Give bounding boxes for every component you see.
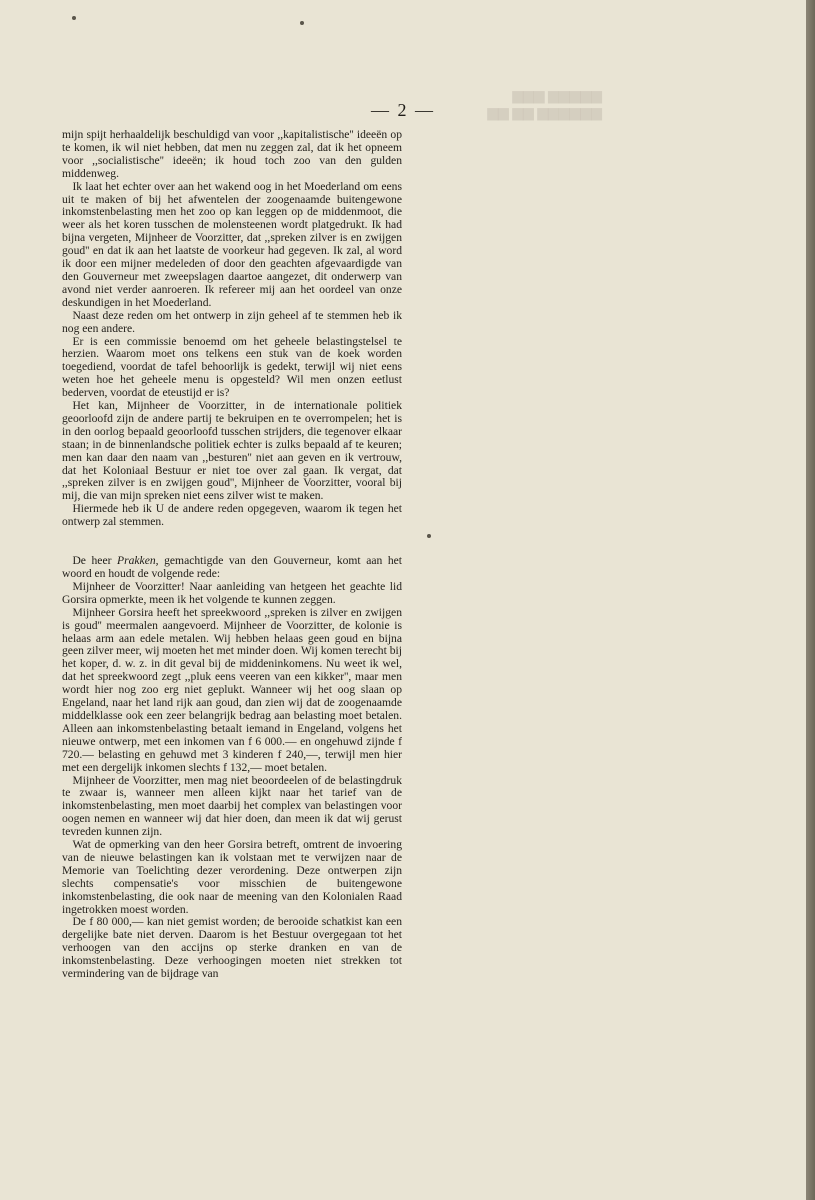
paragraph: Wat de opmerking van den heer Gorsira betreft, omtrent de invoering van de nieuwe belastingen kan ik volstaan met te verwijzen naar de Memorie van Toelichting dezer verordening. Deze ontwerpen zijn slechts compensatie's voor misschien de buitengewone inkomstenbelasting, die ook naar de meening van den Kolonialen Raad ingetrokken moest worden.: [62, 838, 402, 916]
paragraph: Ik laat het echter over aan het wakend oog in het Moederland om eens uit te maken of bij het afwentelen der zoogenaamde buitengewone inkomstenbelasting men het zoo op kan leggen op de middenmoot, die weer als het koren tusschen de molensteenen wordt platgedrukt. Ik had bijna vergeten, Mijnheer de Voorzitter, dat ,,spreken zilver is en zwijgen goud'' en dat ik aan het laatste de voorkeur had gegeven. Ik zal, al word ik door een mijner medeleden of door den geachten afgevaardigde van den Gouverneur met zweepslagen daartoe aangezet, dit onderwerp van avond niet verder aanroeren. Ik refereer mij aan het oordeel van onze deskundigen in het Moederland.: [62, 179, 402, 309]
paper-speck-mark: [72, 16, 76, 20]
paper-speck-mark: [427, 534, 431, 538]
show-through-bleed: ▆▆▆▆▆ ▆▆▆ ▆▆▆▆▆▆ ▆▆ ▆▆: [487, 89, 602, 121]
paragraph: Mijnheer Gorsira heeft het spreekwoord ,,spreken is zilver en zwijgen is goud'' meermalen aangevoerd. Mijnheer de Voorzitter, de kolonie is helaas arm aan edele metalen. Wij hebben helaas geen goud en bijna geen zilver meer, wij moeten het met minder doen. Wij komen terecht bij het koper, d. w. z. in dit geval bij de middeninkomens. Nu weet ik wel, dat het spreekwoord zegt ,,pluk eens veeren van een kikker'', maar men wordt hier nog zoo erg niet geplukt. Wanneer wij het oog slaan op Engeland, naar het land rijk aan goud, dan zien wij dat de zoogenaamde middelklasse ook een zeer belangrijk bedrag aan belasting moet betalen. Alleen aan inkomstenbelasting betaalt iemand in Engeland, volgens het nieuwe ontwerp, met een inkomen van f 6 000.— en ongehuwd zijnde f 720.— belasting en gehuwd met 3 kinderen f 240,—, terwijl men hier met een dergelijk inkomen slechts f 132,— moet betalen.: [62, 605, 402, 774]
speaker-intro-rest: gemachtigde van den Gouverneur, komt aan het woord en houdt de volgende rede:: [62, 554, 402, 580]
paragraph: Mijnheer de Voorzitter! Naar aanleiding van hetgeen het geachte lid Gorsira opmerkte, meen ik het volgende te kunnen zeggen.: [62, 579, 402, 606]
body-text: [62, 129, 402, 981]
paragraph: De f 80 000,— kan niet gemist worden; de berooide schatkist kan een dergelijke bate niet derven. Daarom is het Bestuur overgegaan tot het verhoogen van den accijns op sterke dranken en van de inkomstenbelasting. Deze verhoogingen moeten niet strekken tot vermindering van de bijdrage van: [62, 915, 402, 981]
page-number: — 2 —: [371, 100, 435, 120]
paragraph: mijn spijt herhaaldelijk beschuldigd van voor ,,kapitalistische'' ideeën op te komen, ik wil niet hebben, dat men nu zeggen zal, dat ik het opneem voor ,,socialistische'' ideeën; ik houd toch zoo van den gulden middenweg.: [62, 128, 402, 180]
speaker-intro-prefix: De heer: [72, 554, 112, 568]
speaker-name: Prakken,: [117, 554, 159, 568]
speaker-intro-paragraph: [62, 555, 402, 581]
paragraph: Er is een commissie benoemd om het geheele belastingstelsel te herzien. Waarom moet ons telkens een stuk van de koek worden toegediend, voordat de tafel behoorlijk is gedekt, terwijl wij niet eens weten hoe het geheele menu is opgesteld? Wil men onzen eetlust bederven, voordat de eteustijd er is?: [62, 334, 402, 400]
paragraph: Het kan, Mijnheer de Voorzitter, in de internationale politiek geoorloofd zijn de andere partij te bekruipen en te overrompelen; het is in den oorlog bepaald geoorloofd tusschen strijders, die tegenover elkaar staan; in de binnenlandsche politiek echter is zulks bepaald af te keuren; men kan daar den naam van ,,besturen'' niet aan geven en ik vertrouw, dat het Koloniaal Bestuur er niet toe over zal gaan. Ik vergat, dat ,,spreken zilver is en zwijgen goud'', Mijnheer de Voorzitter, vooral bij mij, die van mijn spreken niet eens zilver wist te maken.: [62, 399, 402, 503]
paragraph: Hiermede heb ik U de andere reden opgegeven, waarom ik tegen het ontwerp zal stemmen.: [62, 502, 402, 529]
paper-speck-mark: [300, 21, 304, 25]
page-edge-strip: [806, 0, 815, 1200]
paragraph: Naast deze reden om het ontwerp in zijn geheel af te stemmen heb ik nog een andere.: [62, 308, 402, 335]
paragraph: Mijnheer de Voorzitter, men mag niet beoordeelen of de belastingdruk te zwaar is, wanneer men alleen kijkt naar het tarief van de inkomstenbelasting, men moet daarbij het complex van belastingen voor oogen nemen en wanneer wij dat hier doen, dan meen ik dat wij gerust tevreden kunnen zijn.: [62, 773, 402, 839]
